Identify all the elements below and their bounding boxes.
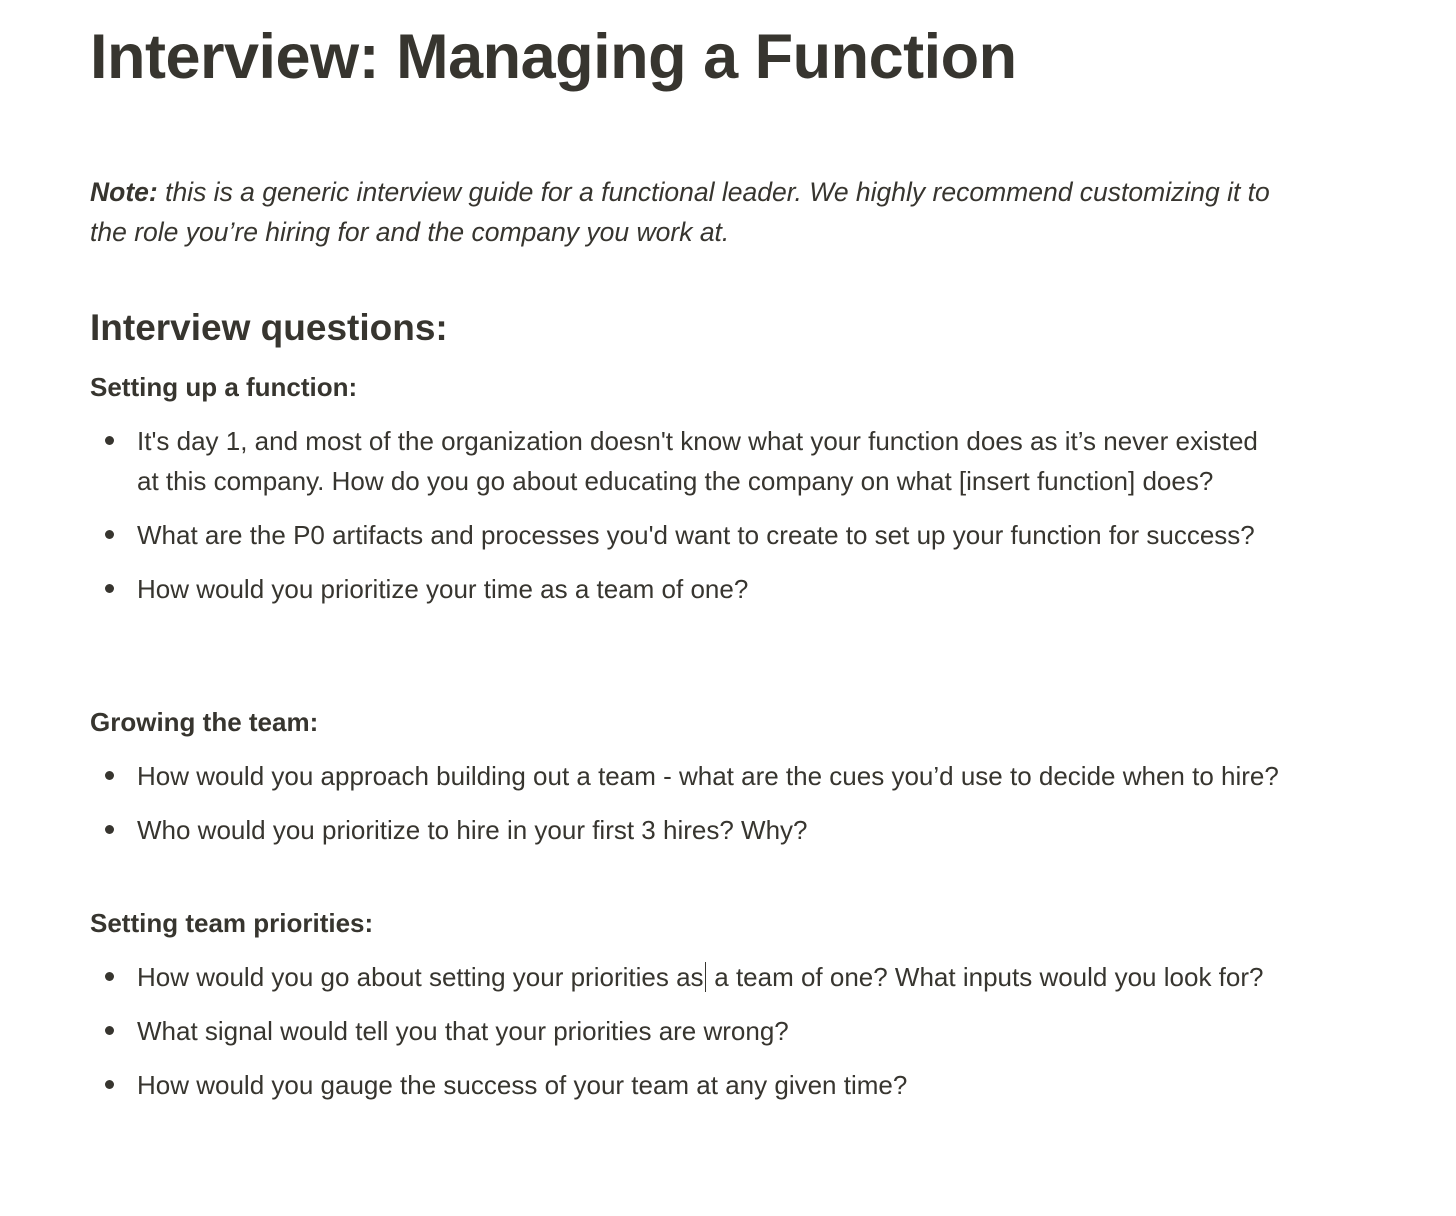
bullet-icon — [105, 825, 114, 834]
list-item — [90, 421, 1280, 501]
list-item — [90, 515, 1280, 555]
bullet-icon — [105, 436, 114, 445]
note-paragraph — [90, 172, 1280, 252]
note-text: this is a generic interview guide for a functional leader. We highly recommend customizing it to the role you’re hiring for and the company you work at. — [90, 177, 1270, 247]
list-item[interactable] — [90, 957, 1280, 997]
question-text: How would you approach building out a team - what are the cues you’d use to decide when to hire? — [137, 761, 1279, 791]
list-item — [90, 1011, 1280, 1051]
list-item — [90, 810, 1280, 850]
question-text: How would you go about setting your priorities as — [137, 962, 704, 992]
bullet-icon — [105, 1026, 114, 1035]
list-item — [90, 1065, 1280, 1105]
bullet-icon — [105, 972, 114, 981]
group-title-growing-the-team: Growing the team: — [90, 707, 319, 737]
text-cursor — [705, 962, 707, 992]
question-text: Who would you prioritize to hire in your first 3 hires? Why? — [137, 815, 808, 845]
bullet-icon — [105, 530, 114, 539]
bullet-icon — [105, 1080, 114, 1089]
question-text: How would you prioritize your time as a team of one? — [137, 574, 749, 604]
list-item — [90, 569, 1280, 609]
bullet-icon — [105, 584, 114, 593]
question-text: What signal would tell you that your priorities are wrong? — [137, 1016, 789, 1046]
note-label: Note: — [90, 177, 158, 207]
list-item — [90, 756, 1280, 796]
group-title-setting-team-priorities: Setting team priorities: — [90, 908, 374, 938]
section-heading: Interview questions: — [90, 307, 448, 348]
question-text-continued: a team of one? What inputs would you look for? — [707, 962, 1264, 992]
page-title: Interview: Managing a Function — [90, 22, 1017, 92]
question-list-setting-up-a-function — [90, 421, 1280, 623]
bullet-icon — [105, 771, 114, 780]
question-text: What are the P0 artifacts and processes you'd want to create to set up your function for success? — [137, 520, 1255, 550]
question-list-setting-team-priorities — [90, 957, 1280, 1119]
group-title-setting-up-a-function: Setting up a function: — [90, 372, 358, 402]
question-list-growing-the-team — [90, 756, 1280, 864]
question-text: It's day 1, and most of the organization doesn't know what your function does as it’s never existed at this company. How do you go about educating the company on what [insert function] does? — [137, 426, 1258, 496]
question-text: How would you gauge the success of your team at any given time? — [137, 1070, 908, 1100]
